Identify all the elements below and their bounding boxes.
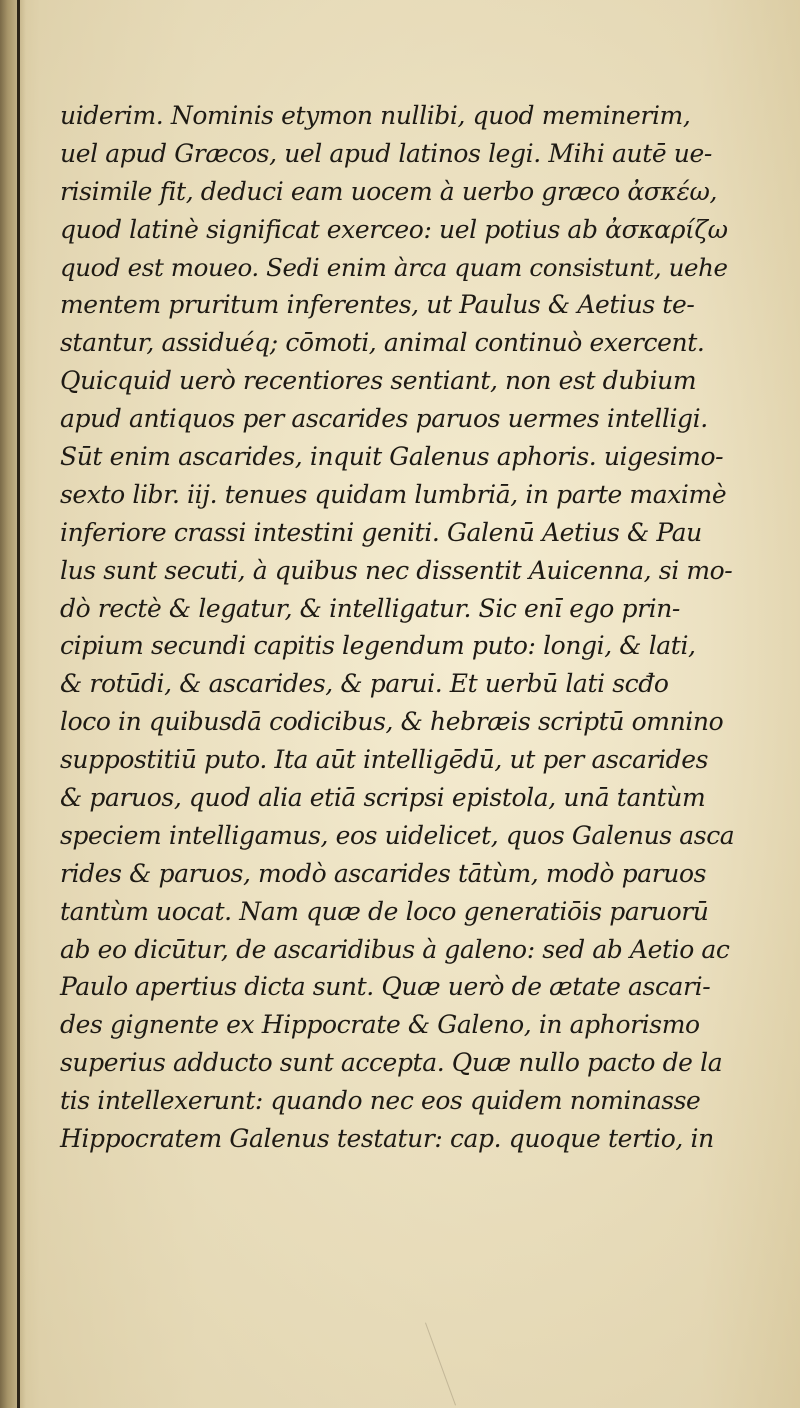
text-line: uel apud Græcos, uel apud latinos legi. Mihi autē ue- — [60, 138, 712, 168]
text-line: sexto libr. iij. tenues quidam lumbriā, in parte maximè — [60, 479, 727, 509]
text-line: dò rectè & legatur, & intelligatur. Sic enī ego prin- — [60, 593, 680, 623]
text-line: stantur, assiduéq; cōmoti, animal continuò exercent. — [60, 328, 705, 358]
text-line: uiderim. Nominis etymon nullibi, quod meminerim, — [60, 101, 691, 130]
text-line: loco in quibusdā codicibus, & hebræis scriptū omnino — [60, 707, 724, 737]
text-line: quod est moueo. Sedi enim àrca quam consistunt, uehe — [60, 252, 728, 282]
text-line: inferiore crassi intestini geniti. Galenū Aetius & Pau — [60, 517, 702, 547]
text-line: & rotūdi, & ascarides, & parui. Et uerbū lati scđo — [60, 669, 669, 699]
text-block — [60, 97, 740, 1158]
text-line: cipium secundi capitis legendum puto: longi, & lati, — [60, 631, 696, 661]
text-line: Quicquid uerò recentiores sentiant, non est dubium — [60, 366, 697, 396]
text-line: suppostitiū puto. Ita aūt intelligēdū, ut per ascarides — [60, 745, 709, 775]
text-line: des gignente ex Hippocrate & Galeno, in aphorismo — [60, 1010, 700, 1040]
text-line: Hippocratem Galenus testatur: cap. quoque tertio, in — [60, 1124, 714, 1154]
text-line: tis intellexerunt: quando nec eos quidem nominasse — [60, 1086, 701, 1116]
text-line: risimile fit, deduci eam uocem à uerbo græco ἀσκέω, — [60, 176, 718, 206]
text-line: speciem intelligamus, eos uidelicet, quos Galenus asca — [60, 820, 735, 850]
text-line: tantùm uocat. Nam quæ de loco generatiōis paruorū — [60, 896, 709, 926]
text-line: apud antiquos per ascarides paruos uermes intelligi. — [60, 404, 708, 434]
text-line: & paruos, quod alia etiā scripsi epistola, unā tantùm — [60, 783, 706, 813]
binding-edge — [17, 0, 20, 1408]
text-line: quod latinè significat exerceo: uel potius ab ἀσκαρίζω — [60, 214, 728, 244]
paper-crease — [425, 1322, 456, 1405]
text-line: ab eo dicūtur, de ascaridibus à galeno: sed ab Aetio ac — [60, 934, 730, 964]
binding-shadow — [0, 0, 26, 1408]
text-line: Paulo apertius dicta sunt. Quæ uerò de ætate ascari- — [60, 972, 711, 1002]
text-line: Sūt enim ascarides, inquit Galenus aphoris. uigesimo- — [60, 442, 724, 472]
text-line: rides & paruos, modò ascarides tātùm, modò paruos — [60, 858, 707, 888]
text-line: lus sunt secuti, à quibus nec dissentit Auicenna, si mo- — [60, 555, 733, 585]
text-line: mentem pruritum inferentes, ut Paulus & Aetius te- — [60, 290, 695, 320]
text-line: superius adducto sunt accepta. Quæ nullo pacto de la — [60, 1048, 723, 1078]
